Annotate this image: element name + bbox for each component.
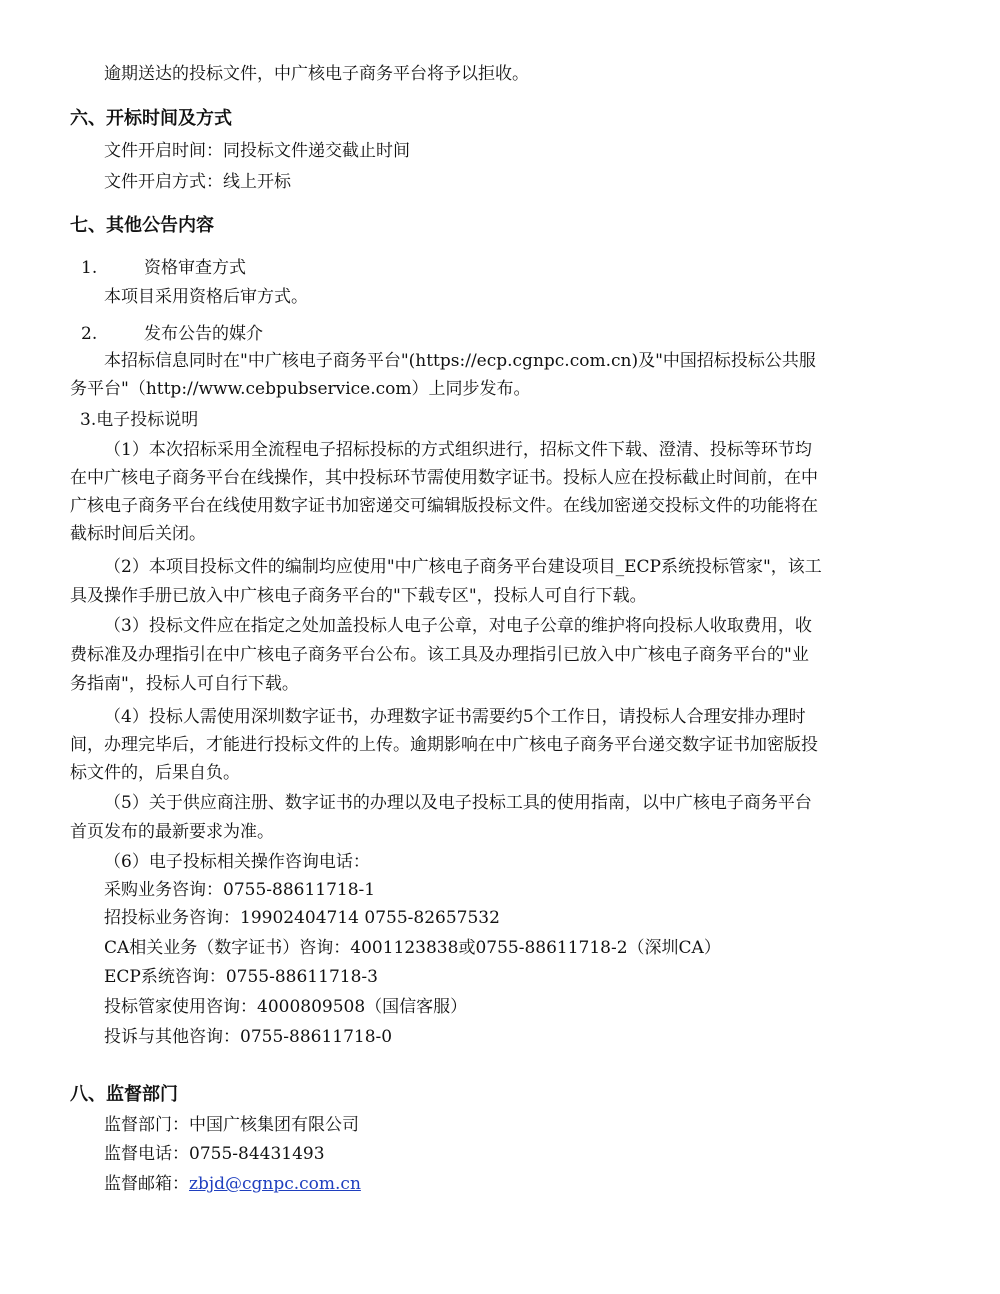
- intro-line: 逾期送达的投标文件，中广核电子商务平台将予以拒收。: [104, 64, 529, 84]
- section8-heading: 八、监督部门: [70, 1084, 178, 1105]
- item1-number: 1.: [81, 258, 98, 278]
- p3-line: 务指南"，投标人可自行下载。: [70, 674, 299, 694]
- p5-line: （5）关于供应商注册、数字证书的办理以及电子投标工具的使用指南，以中广核电子商务平台: [104, 793, 812, 813]
- section6-heading: 六、开标时间及方式: [70, 108, 232, 129]
- p2-line: （2）本项目投标文件的编制均应使用"中广核电子商务平台建设项目_ECP系统投标管家"，该工: [104, 557, 822, 577]
- item1-body: 本项目采用资格后审方式。: [104, 287, 308, 307]
- p3-line: 费标准及办理指引在中广核电子商务平台公布。该工具及办理指引已放入中广核电子商务平台的"业: [70, 645, 809, 665]
- supervision-email-row: [104, 1172, 361, 1196]
- item2-title: 发布公告的媒介: [144, 324, 263, 344]
- p5-line: 首页发布的最新要求为准。: [70, 822, 274, 842]
- contact-line: CA相关业务（数字证书）咨询：4001123838或0755-88611718-2（深圳CA）: [104, 938, 721, 958]
- p3-line: （3）投标文件应在指定之处加盖投标人电子公章，对电子公章的维护将向投标人收取费用，收: [104, 616, 812, 636]
- item2-number: 2.: [81, 324, 98, 344]
- contact-line: 招投标业务咨询：19902404714 0755-82657532: [104, 908, 500, 928]
- item1-title: 资格审查方式: [144, 258, 246, 278]
- section7-heading: 七、其他公告内容: [70, 215, 214, 236]
- p4-line: （4）投标人需使用深圳数字证书，办理数字证书需要约5个工作日，请投标人合理安排办理时: [104, 707, 806, 727]
- p4-line: 标文件的，后果自负。: [70, 763, 240, 783]
- contact-line: ECP系统咨询：0755-88611718-3: [104, 967, 378, 987]
- p1-line: 截标时间后关闭。: [70, 524, 206, 544]
- item3-title: 3.电子投标说明: [80, 410, 199, 430]
- supervision-email-link[interactable]: zbjd@cgnpc.com.cn: [189, 1174, 361, 1194]
- p4-line: 间，办理完毕后，才能进行投标文件的上传。逾期影响在中广核电子商务平台递交数字证书加密版投: [70, 735, 818, 755]
- p6-title: （6）电子投标相关操作咨询电话：: [104, 852, 370, 872]
- p2-line: 具及操作手册已放入中广核电子商务平台的"下载专区"，投标人可自行下载。: [70, 586, 647, 606]
- open-method: 文件开启方式：线上开标: [104, 172, 291, 192]
- item2-body-line: 务平台"（http://www.cebpubservice.com）上同步发布。: [70, 379, 531, 399]
- open-time: 文件开启时间：同投标文件递交截止时间: [104, 141, 410, 161]
- contact-line: 投诉与其他咨询：0755-88611718-0: [104, 1027, 393, 1047]
- supervision-phone: 监督电话：0755-84431493: [104, 1144, 325, 1164]
- supervision-dept: 监督部门：中国广核集团有限公司: [104, 1115, 359, 1135]
- p1-line: 在中广核电子商务平台在线操作，其中投标环节需使用数字证书。投标人应在投标截止时间前，在中: [70, 468, 818, 488]
- contact-line: 采购业务咨询：0755-88611718-1: [104, 880, 376, 900]
- p1-line: （1）本次招标采用全流程电子招标投标的方式组织进行，招标文件下载、澄清、投标等环节均: [104, 440, 812, 460]
- p1-line: 广核电子商务平台在线使用数字证书加密递交可编辑版投标文件。在线加密递交投标文件的功能将在: [70, 496, 818, 516]
- item2-body-line: 本招标信息同时在"中广核电子商务平台"(https://ecp.cgnpc.com.cn)及"中国招标投标公共服: [104, 351, 816, 371]
- contact-line: 投标管家使用咨询：4000809508（国信客服）: [104, 997, 468, 1017]
- supervision-email-label: 监督邮箱：: [104, 1174, 189, 1194]
